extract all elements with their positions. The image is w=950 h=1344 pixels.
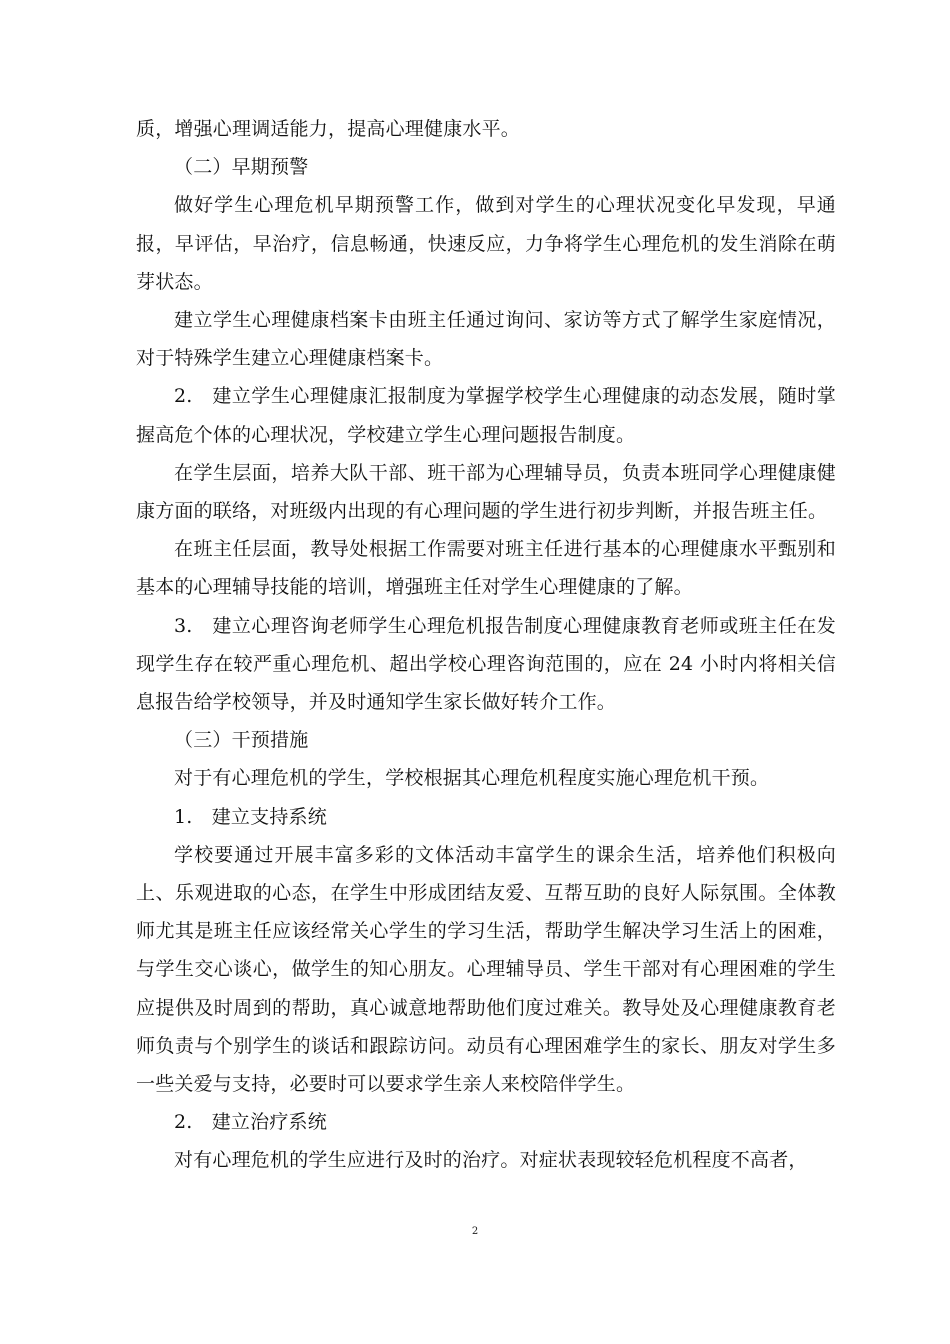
paragraph: 在班主任层面，教导处根据工作需要对班主任进行基本的心理健康水平甄别和基本的心理辅导技能的培训，增强班主任对学生心理健康的了解。 [136, 538, 836, 599]
subheading-support-system: 1. 建立支持系统 [174, 805, 327, 828]
section-heading-intervention: （三）干预措施 [174, 729, 309, 752]
paragraph: 建立学生心理健康档案卡由班主任通过询问、家访等方式了解学生家庭情况，对于特殊学生建立心理健康档案卡。 [136, 309, 836, 370]
section-heading-early-warning: （二）早期预警 [174, 156, 309, 179]
numbered-paragraph: 2. 建立学生心理健康汇报制度为掌握学校学生心理健康的动态发展，随时掌握高危个体的心理状况，学校建立学生心理问题报告制度。 [136, 385, 836, 446]
numbered-paragraph: 3. 建立心理咨询老师学生心理危机报告制度心理健康教育老师或班主任在发现学生存在较严重心理危机、超出学校心理咨询范围的，应在 24 小时内将相关信息报告给学校领导，并及时通知学生家长做好转介工作。 [136, 614, 836, 714]
paragraph: 在学生层面，培养大队干部、班干部为心理辅导员，负责本班同学心理健康健康方面的联络，对班级内出现的有心理问题的学生进行初步判断，并报告班主任。 [136, 461, 836, 523]
paragraph: 做好学生心理危机早期预警工作，做到对学生的心理状况变化早发现，早通报，早评估，早治疗，信息畅通，快速反应，力争将学生心理危机的发生消除在萌芽状态。 [136, 194, 836, 293]
paragraph-continuation: 质，增强心理调适能力，提高心理健康水平。 [136, 118, 521, 140]
subheading-treatment-system: 2. 建立治疗系统 [174, 1111, 327, 1134]
paragraph: 对于有心理危机的学生，学校根据其心理危机程度实施心理危机干预。 [174, 767, 770, 790]
paragraph: 学校要通过开展丰富多彩的文体活动丰富学生的课余生活，培养他们积极向上、乐观进取的心态，在学生中形成团结友爱、互帮互助的良好人际氛围。全体教师尤其是班主任应该经常关心学生的学习生活，帮助学生解决学习生活上的困难，与学生交心谈心，做学生的知心朋友。心理辅导员、学生干部对有心理困难的学生应提供及时周到的帮助，真心诚意地帮助他们度过难关。教导处及心理健康教育老师负责与个别学生的谈话和跟踪访问。动员有心理困难学生的家长、朋友对学生多一些关爱与支持，必要时可以要求学生亲人来校陪伴学生。 [136, 843, 836, 1096]
paragraph: 对有心理危机的学生应进行及时的治疗。对症状表现较轻危机程度不高者， [174, 1149, 808, 1172]
page-number: 2 [471, 1226, 479, 1237]
document-body [136, 110, 836, 1180]
